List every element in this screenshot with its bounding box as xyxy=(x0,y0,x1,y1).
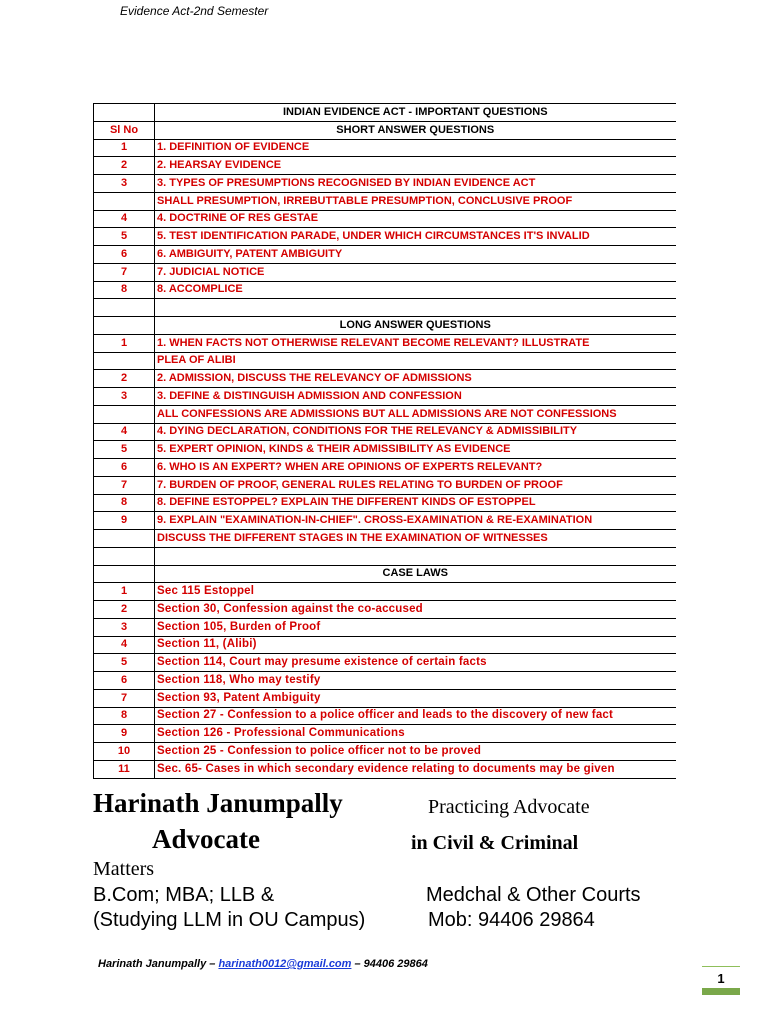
signature-matters: Matters xyxy=(93,858,155,880)
row-text: ALL CONFESSIONS ARE ADMISSIONS BUT ALL ADMISSIONS ARE NOT CONFESSIONS xyxy=(155,405,676,423)
row-text: Section 114, Court may presume existence of certain facts xyxy=(155,654,676,672)
row-text: Section 105, Burden of Proof xyxy=(155,618,676,636)
case-law-row xyxy=(94,654,676,672)
page-number-box xyxy=(702,966,740,994)
row-text: Sec 115 Estoppel xyxy=(155,583,676,601)
row-number: 7 xyxy=(94,689,155,707)
case-law-row xyxy=(94,583,676,601)
row-text: Section 30, Confession against the co-accused xyxy=(155,601,676,619)
row-text: PLEA OF ALIBI xyxy=(155,352,676,370)
short-question-row xyxy=(94,192,676,210)
row-text: 5. TEST IDENTIFICATION PARADE, UNDER WHICH CIRCUMSTANCES IT'S INVALID xyxy=(155,228,676,246)
row-number: 3 xyxy=(94,388,155,406)
row-number xyxy=(94,299,155,317)
row-number xyxy=(94,317,155,335)
case-law-row xyxy=(94,743,676,761)
row-text: 8. ACCOMPLICE xyxy=(155,281,676,299)
row-text: 3. DEFINE & DISTINGUISH ADMISSION AND CONFESSION xyxy=(155,388,676,406)
row-text: 1. DEFINITION OF EVIDENCE xyxy=(155,139,676,157)
row-text: SHALL PRESUMPTION, IRREBUTTABLE PRESUMPTION, CONCLUSIVE PROOF xyxy=(155,192,676,210)
long-question-row xyxy=(94,512,676,530)
row-text: 4. DYING DECLARATION, CONDITIONS FOR THE RELEVANCY & ADMISSIBILITY xyxy=(155,423,676,441)
long-question-row xyxy=(94,530,676,548)
row-number xyxy=(94,565,155,583)
row-text: 9. EXPLAIN "EXAMINATION-IN-CHIEF". CROSS-EXAMINATION & RE-EXAMINATION xyxy=(155,512,676,530)
case-law-row xyxy=(94,689,676,707)
long-question-row xyxy=(94,334,676,352)
footer-contact xyxy=(98,958,428,970)
signature-courts: Medchal & Other Courts xyxy=(426,884,641,906)
row-number: 8 xyxy=(94,707,155,725)
long-question-row xyxy=(94,494,676,512)
short-question-row xyxy=(94,139,676,157)
case-heading-row xyxy=(94,565,676,583)
row-text: DISCUSS THE DIFFERENT STAGES IN THE EXAMINATION OF WITNESSES xyxy=(155,530,676,548)
row-number: 10 xyxy=(94,743,155,761)
short-heading-row xyxy=(94,121,676,139)
row-number: 9 xyxy=(94,512,155,530)
row-number xyxy=(94,192,155,210)
row-number: 6 xyxy=(94,246,155,264)
row-number: 8 xyxy=(94,281,155,299)
case-law-row xyxy=(94,636,676,654)
signature-name: Harinath Janumpally xyxy=(93,788,343,818)
row-number: 3 xyxy=(94,618,155,636)
long-question-row xyxy=(94,459,676,477)
row-text: 2. ADMISSION, DISCUSS THE RELEVANCY OF ADMISSIONS xyxy=(155,370,676,388)
row-number: 1 xyxy=(94,583,155,601)
footer-email-link[interactable]: harinath0012@gmail.com xyxy=(218,958,352,970)
row-number: 1 xyxy=(94,139,155,157)
row-text: Section 11, (Alibi) xyxy=(155,636,676,654)
long-question-row xyxy=(94,441,676,459)
row-number: 7 xyxy=(94,263,155,281)
row-text: 2. HEARSAY EVIDENCE xyxy=(155,157,676,175)
short-question-row xyxy=(94,228,676,246)
short-question-row xyxy=(94,157,676,175)
short-question-row xyxy=(94,281,676,299)
row-text: 5. EXPERT OPINION, KINDS & THEIR ADMISSIBILITY AS EVIDENCE xyxy=(155,441,676,459)
row-number: 6 xyxy=(94,459,155,477)
row-text: Section 27 - Confession to a police officer and leads to the discovery of new fact xyxy=(155,707,676,725)
row-text: Section 25 - Confession to police officer not to be proved xyxy=(155,743,676,761)
row-text: Section 93, Patent Ambiguity xyxy=(155,689,676,707)
footer-phone: – 94406 29864 xyxy=(351,958,428,970)
row-number: 11 xyxy=(94,760,155,778)
sl-no-header: Sl No xyxy=(94,121,155,139)
table-title-row xyxy=(94,104,676,122)
spacer-row xyxy=(94,299,676,317)
signature-mobile: Mob: 94406 29864 xyxy=(428,909,595,931)
spacer-cell xyxy=(155,299,676,317)
table-cell-empty xyxy=(94,104,155,122)
row-text: 8. DEFINE ESTOPPEL? EXPLAIN THE DIFFERENT KINDS OF ESTOPPEL xyxy=(155,494,676,512)
signature-role: Practicing Advocate xyxy=(428,796,590,818)
row-text: 7. JUDICIAL NOTICE xyxy=(155,263,676,281)
row-number: 2 xyxy=(94,370,155,388)
long-question-row xyxy=(94,476,676,494)
case-law-row xyxy=(94,760,676,778)
row-number: 5 xyxy=(94,654,155,672)
row-text: 3. TYPES OF PRESUMPTIONS RECOGNISED BY INDIAN EVIDENCE ACT xyxy=(155,175,676,193)
row-text: 6. AMBIGUITY, PATENT AMBIGUITY xyxy=(155,246,676,264)
row-text: Sec. 65- Cases in which secondary evidence relating to documents may be given xyxy=(155,760,676,778)
spacer-row xyxy=(94,547,676,565)
row-number: 4 xyxy=(94,423,155,441)
row-text: 7. BURDEN OF PROOF, GENERAL RULES RELATING TO BURDEN OF PROOF xyxy=(155,476,676,494)
row-text: 4. DOCTRINE OF RES GESTAE xyxy=(155,210,676,228)
footer-name: Harinath Janumpally – xyxy=(98,958,219,970)
signature-advocate: Advocate xyxy=(152,824,260,854)
row-number xyxy=(94,352,155,370)
table-title: INDIAN EVIDENCE ACT - IMPORTANT QUESTIONS xyxy=(155,104,676,122)
long-question-row xyxy=(94,388,676,406)
row-number: 4 xyxy=(94,210,155,228)
row-number: 3 xyxy=(94,175,155,193)
signature-education: B.Com; MBA; LLB & xyxy=(93,884,275,906)
row-number: 9 xyxy=(94,725,155,743)
case-law-row xyxy=(94,707,676,725)
questions-table xyxy=(93,103,676,779)
case-law-row xyxy=(94,618,676,636)
long-question-row xyxy=(94,370,676,388)
long-heading-row xyxy=(94,317,676,335)
row-text: 6. WHO IS AN EXPERT? WHEN ARE OPINIONS OF EXPERTS RELEVANT? xyxy=(155,459,676,477)
short-question-row xyxy=(94,175,676,193)
case-laws-heading: CASE LAWS xyxy=(155,565,676,583)
case-law-row xyxy=(94,725,676,743)
row-number: 2 xyxy=(94,157,155,175)
row-number xyxy=(94,530,155,548)
spacer-cell xyxy=(155,547,676,565)
row-text: Section 118, Who may testify xyxy=(155,672,676,690)
short-question-row xyxy=(94,210,676,228)
case-law-row xyxy=(94,672,676,690)
short-answer-heading: SHORT ANSWER QUESTIONS xyxy=(155,121,676,139)
document-header-title: Evidence Act-2nd Semester xyxy=(120,4,269,18)
row-number: 1 xyxy=(94,334,155,352)
page-number-bar xyxy=(702,988,740,995)
case-law-row xyxy=(94,601,676,619)
short-question-row xyxy=(94,263,676,281)
signature-study: (Studying LLM in OU Campus) xyxy=(93,909,366,931)
row-number: 7 xyxy=(94,476,155,494)
long-question-row xyxy=(94,352,676,370)
long-answer-heading: LONG ANSWER QUESTIONS xyxy=(155,317,676,335)
row-number xyxy=(94,405,155,423)
signature-practice-area: in Civil & Criminal xyxy=(411,832,579,854)
short-question-row xyxy=(94,246,676,264)
row-number: 2 xyxy=(94,601,155,619)
page-number: 1 xyxy=(717,971,725,986)
row-text: 1. WHEN FACTS NOT OTHERWISE RELEVANT BECOME RELEVANT? ILLUSTRATE xyxy=(155,334,676,352)
long-question-row xyxy=(94,405,676,423)
row-number: 5 xyxy=(94,441,155,459)
row-number: 5 xyxy=(94,228,155,246)
row-text: Section 126 - Professional Communications xyxy=(155,725,676,743)
row-number: 6 xyxy=(94,672,155,690)
row-number: 4 xyxy=(94,636,155,654)
row-number xyxy=(94,547,155,565)
row-number: 8 xyxy=(94,494,155,512)
long-question-row xyxy=(94,423,676,441)
